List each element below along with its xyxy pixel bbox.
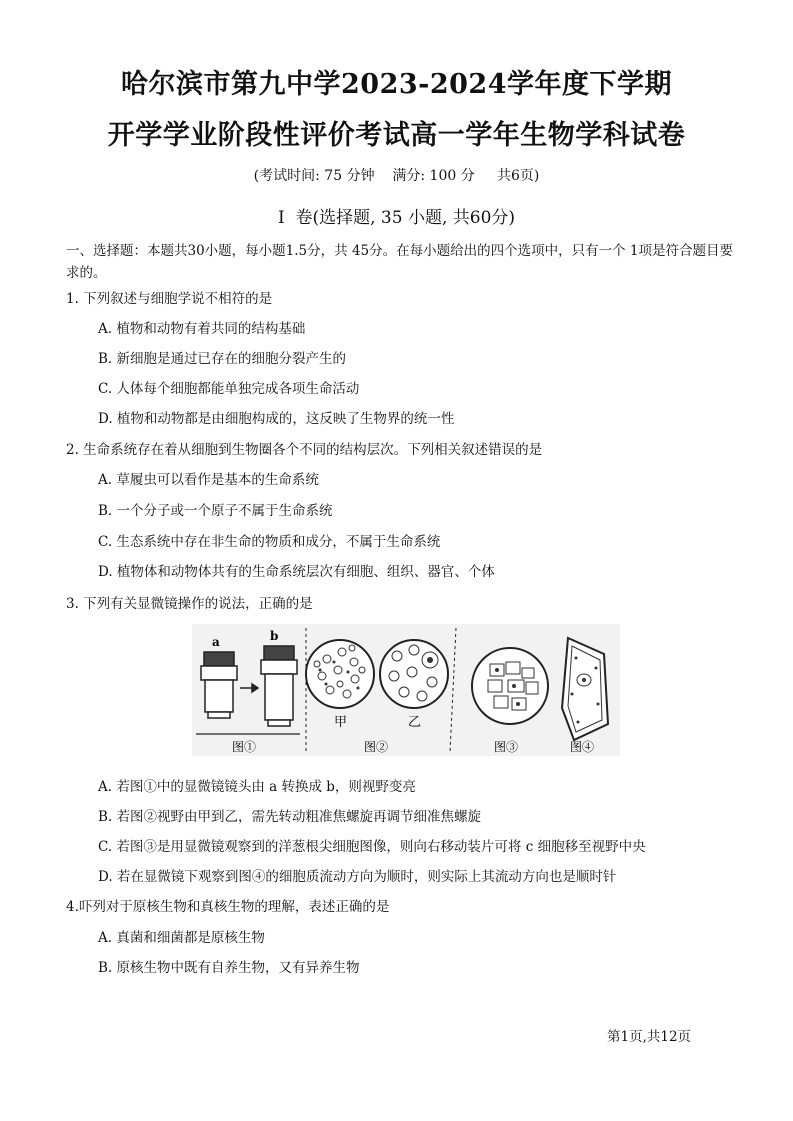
view-yi-icon [380,640,448,708]
question-4-option-a: A. 真菌和细菌都是原核生物 [98,930,265,946]
figure-2-label: 图② [364,740,389,754]
view-yi-label: 乙 [408,715,422,730]
question-4-stem: 4.吓列对于原核生物和真核生物的理解，表述正确的是 [66,899,390,915]
lens-b-label: b [270,629,279,643]
section-title: Ⅰ 卷(选择题, 35 小题, 共60分) [277,208,516,228]
page-number: 第1页,共12页 [607,1029,692,1045]
question-1-stem: 1. 下列叙述与细胞学说不相符的是 [66,291,273,307]
question-2-option-d: D. 植物体和动物体共有的生命系统层次有细胞、组织、器官、个体 [98,564,495,580]
exam-title-line2: 开学学业阶段性评价考试高一学年生物学科试卷 [107,120,686,151]
exam-info: (考试时间: 75 分钟 满分: 100 分 共6页) [253,168,540,184]
question-3-option-c: C. 若图③是用显微镜观察到的洋葱根尖细胞图像，则向右移动装片可将 c 细胞移至视野中央 [98,839,646,855]
root-tip-cells-icon [472,648,548,724]
plant-cell-icon [562,638,608,740]
question-1-option-c: C. 人体每个细胞都能单独完成各项生命活动 [98,381,360,397]
figure-3-label: 图③ [494,740,519,754]
question-3-option-b: B. 若图②视野由甲到乙，需先转动粗准焦螺旋再调节细准焦螺旋 [98,809,482,825]
question-3-option-d: D. 若在显微镜下观察到图④的细胞质流动方向为顺时，则实际上其流动方向也是顺时针 [98,869,617,885]
lens-a-label: a [212,635,220,649]
lens-a-icon [201,652,237,718]
question-1-option-d: D. 植物和动物都是由细胞构成的，这反映了生物界的统一性 [98,411,455,427]
question-2-option-c: C. 生态系统中存在非生命的物质和成分，不属于生命系统 [98,534,441,550]
microscope-figure [192,624,620,756]
exam-title-line1: 哈尔滨市第九中学2023-2024学年度下学期 [121,69,672,100]
lens-b-icon [261,646,297,726]
question-3-stem: 3. 下列有关显微镜操作的说法，正确的是 [66,596,313,612]
question-4-option-b: B. 原核生物中既有自养生物，又有异养生物 [98,960,360,976]
question-1-option-b: B. 新细胞是通过已存在的细胞分裂产生的 [98,351,347,367]
question-2-option-b: B. 一个分子或一个原子不属于生命系统 [98,503,333,519]
question-1-option-a: A. 植物和动物有着共同的结构基础 [98,321,306,337]
question-3-option-a: A. 若图①中的显微镜镜头由 a 转换成 b，则视野变亮 [98,779,416,795]
question-2-stem: 2. 生命系统存在着从细胞到生物圈各个不同的结构层次。下列相关叙述错误的是 [66,442,543,458]
figure-4-label: 图④ [570,740,595,754]
view-jia-label: 甲 [334,715,348,730]
figure-1-label: 图① [232,740,257,754]
view-jia-icon [306,640,374,708]
section-intro: 一、选择题：本题共30小题，每小题1.5分，共 45分。在每小题给出的四个选项中，只有一个 1项是符合题目要求的。 [66,243,733,281]
question-2-option-a: A. 草履虫可以看作是基本的生命系统 [98,472,319,488]
